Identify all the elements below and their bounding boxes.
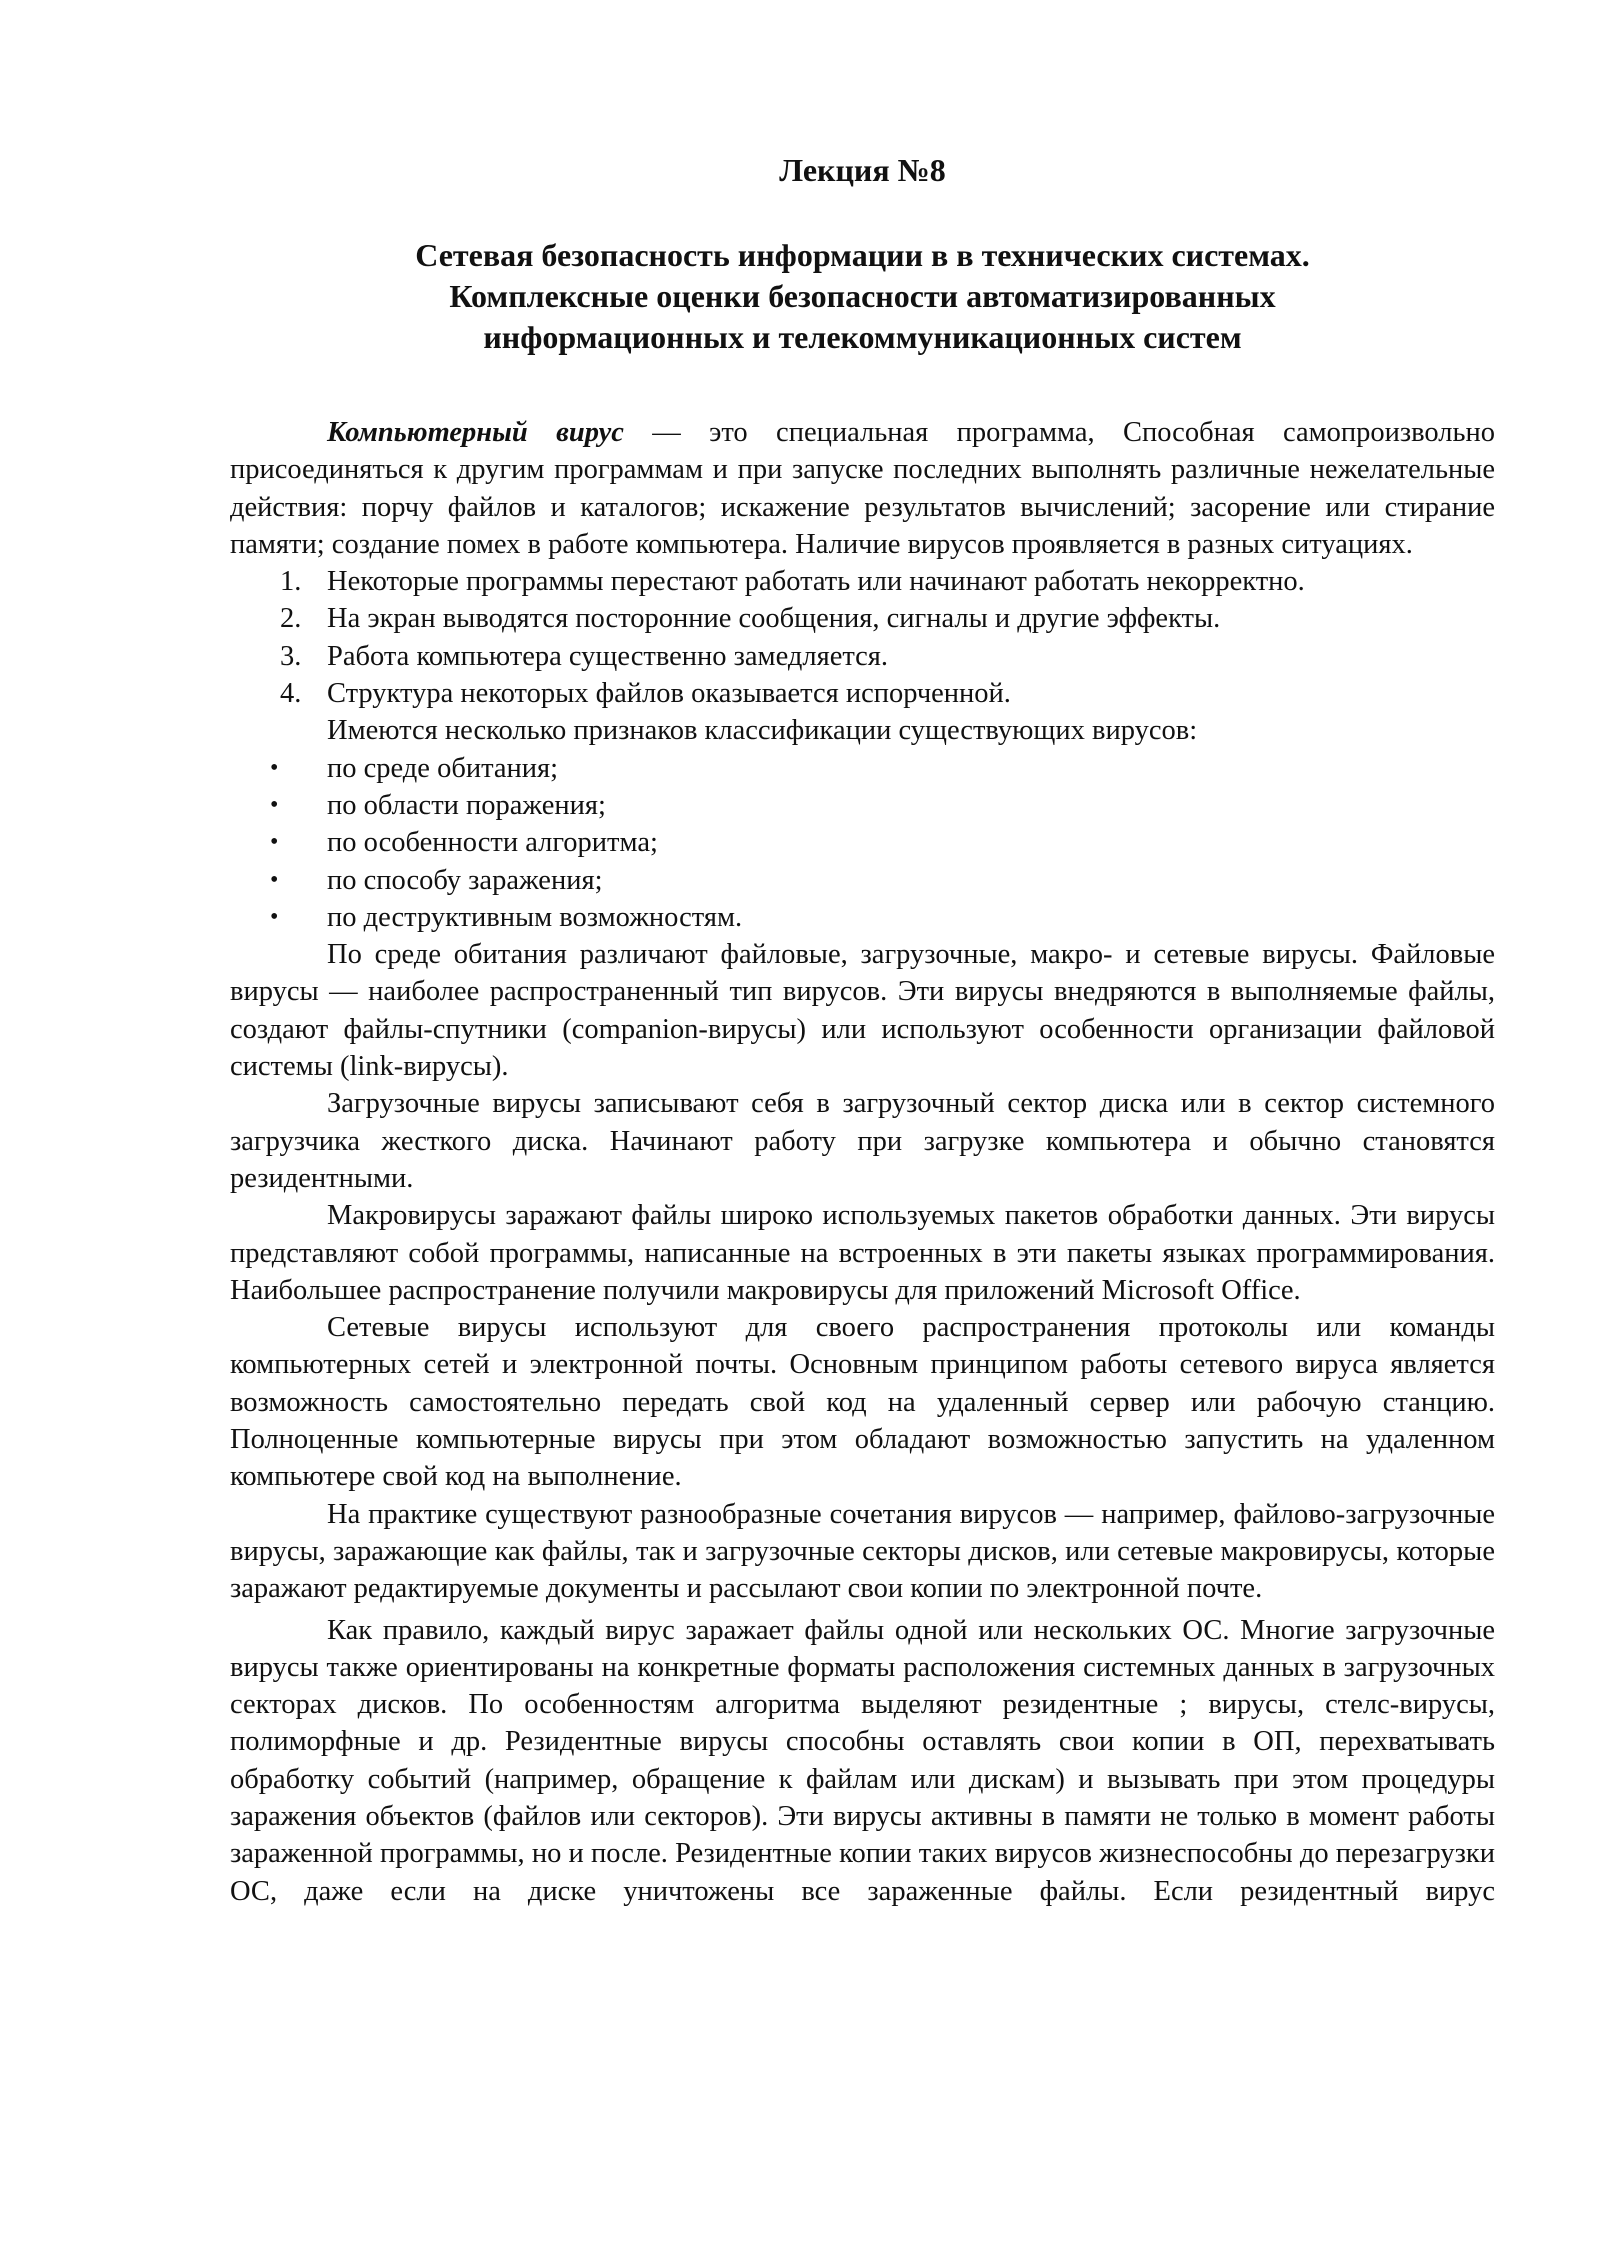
body-paragraph: Как правило, каждый вирус заражает файлы одной или нескольких ОС. Многие загрузочные вирусы также ориентированы на конкретные форматы расположения системных данных в загрузочных секторах дисков. По особенностям алгоритма выделяют резидентные ; вирусы, стелс-вирусы, полиморфные и др. Резидентные вирусы способны оставлять свои копии в ОП, перехватывать обработку событий (например, обращение к файлам или дискам) и вызывать при этом процедуры заражения объектов (файлов или секторов). Эти вирусы активны в памяти не только в момент работы зараженной программы, но и после. Резидентные копии таких вирусов жизнеспособны до перезагрузки ОС, даже если на диске уничтожены все зараженные файлы. Если резидентный вирус: [230, 1614, 1495, 1907]
lecture-number: Лекция №8: [779, 152, 946, 188]
list-item-text: по области поражения;: [327, 789, 606, 821]
bullet-icon: •: [270, 791, 279, 818]
list-item-text: Структура некоторых файлов оказывается испорченной.: [327, 678, 1011, 710]
list-item: [230, 824, 1495, 861]
lecture-title: [230, 235, 1495, 358]
list-item-text: Некоторые программы перестают работать или начинают работать некорректно.: [327, 566, 1305, 598]
document-body: [230, 414, 1495, 1910]
bullet-icon: •: [270, 866, 279, 893]
bullet-icon: •: [270, 903, 279, 930]
classification-list: [230, 750, 1495, 936]
list-item: [230, 787, 1495, 824]
list-item: [230, 638, 1495, 675]
list-item-text: по способу заражения;: [327, 864, 603, 896]
title-line: Сетевая безопасность информации в в технических системах.: [415, 237, 1310, 273]
list-item: [230, 750, 1495, 787]
list-item-text: На экран выводятся посторонние сообщения, сигналы и другие эффекты.: [327, 603, 1221, 635]
intro-paragraph: [230, 414, 1495, 563]
symptoms-list: [230, 563, 1495, 712]
list-number: 3.: [280, 640, 302, 672]
body-paragraph: Загрузочные вирусы записывают себя в загрузочный сектор диска или в сектор системного загрузчика жесткого диска. Начинают работу при загрузке компьютера и обычно становятся резидентными.: [230, 1088, 1495, 1194]
list-item: [230, 600, 1495, 637]
list-number: 4.: [280, 678, 302, 710]
title-line: информационных и телекоммуникационных систем: [483, 319, 1242, 355]
list-item-text: по особенности алгоритма;: [327, 827, 658, 859]
list-item-text: Работа компьютера существенно замедляется.: [327, 640, 889, 672]
list-number: 1.: [280, 566, 302, 598]
list-number: 2.: [280, 603, 302, 635]
body-paragraph: Сетевые вирусы используют для своего распространения протоколы или команды компьютерных сетей и электронной почты. Основным принципом работы сетевого вируса является возможность самостоятельно передать свой код на удаленный сервер или рабочую станцию. Полноценные компьютерные вирусы при этом обладают возможностью запустить на удаленном компьютере свой код на выполнение.: [230, 1312, 1495, 1493]
document-page: [230, 150, 1495, 1910]
list-item-text: по среде обитания;: [327, 752, 559, 784]
bullet-icon: •: [270, 754, 279, 781]
body-paragraph: По среде обитания различают файловые, загрузочные, макро- и сетевые вирусы. Файловые вирусы — наиболее распространенный тип вирусов. Эти вирусы внедряются в выполняемые файлы, создают файлы-спутники (companion-вирусы) или используют особенности организации файловой системы (link-вирусы).: [230, 939, 1495, 1083]
body-paragraph: Макровирусы заражают файлы широко используемых пакетов обработки данных. Эти вирусы представляют собой программы, написанные на встроенных в эти пакеты языках программирования. Наибольшее распространение получили макровирусы для приложений Microsoft Office.: [230, 1200, 1495, 1306]
body-paragraph: На практике существуют разнообразные сочетания вирусов — например, файлово-загрузочные вирусы, заражающие как файлы, так и загрузочные секторы дисков, или сетевые макровирусы, которые заражают редактируемые документы и рассылают свои копии по электронной почте.: [230, 1498, 1495, 1605]
list-item-text: по деструктивным возможностям.: [327, 901, 743, 933]
list-item: [230, 563, 1495, 600]
list-item: [230, 899, 1495, 936]
intro-text: — это специальная программа, Способная самопроизвольно присоединяться к другим программам и при запуске последних выполнять различные нежелательные действия: порчу файлов и каталогов; искажение результатов вычислений; засорение или стирание памяти; создание помех в работе компьютера. Наличие вирусов проявляется в разных ситуациях.: [230, 417, 1496, 560]
list-item: [230, 675, 1495, 712]
list-item: [230, 862, 1495, 899]
intro-term: Компьютерный вирус: [327, 417, 624, 448]
title-line: Комплексные оценки безопасности автоматизированных: [449, 278, 1276, 314]
bullet-icon: •: [270, 829, 279, 856]
classification-intro: Имеются несколько признаков классификации существующих вирусов:: [327, 715, 1198, 747]
